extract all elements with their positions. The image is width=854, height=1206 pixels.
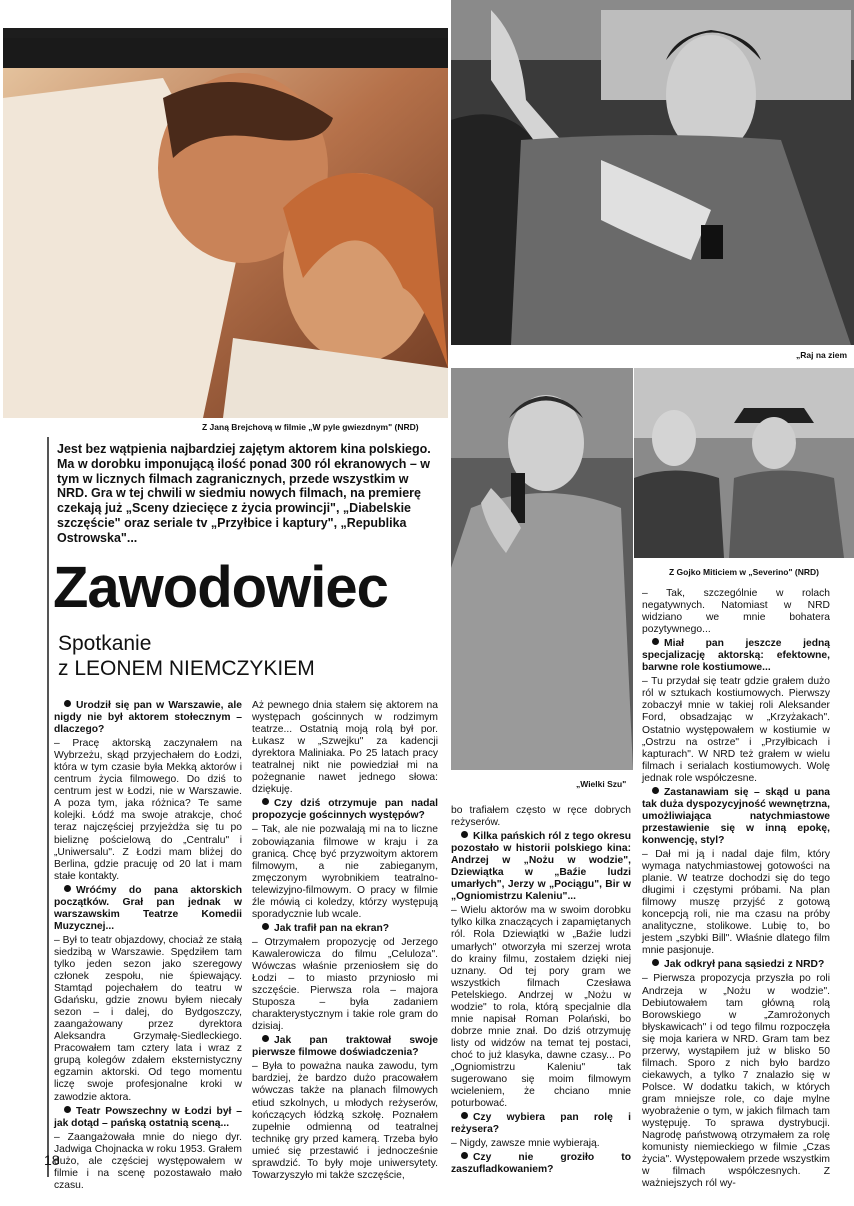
answer: – Tu przydał się teatr gdzie grałem dużo ról w sztukach kostiumowych. Pierwszy zobaczył mnie w takiej roli Aleksander Ford, obsadzając w „Krzyżakach". Ostatnio występowałem w kostiumie w „Ostrzu na ostrze" i „Przyłbicach i kapturach". W NRD też grałem w wielu filmach i serialach kostiumowych. Wolę jednak role współczesne. <box>642 676 830 784</box>
bullet-icon <box>262 923 269 930</box>
question: Zastanawiam się – skąd u pana tak duża dyspozycyjność wewnętrzna, umożliwiająca natychmiastowe przestawienie się w inną epokę, konwencję, styl? <box>642 786 830 846</box>
photo-man-phone <box>451 368 633 770</box>
answer: Aż pewnego dnia stałem się aktorem na występach gościnnych w rodzimym teatrze... Ostatnią moją rolą był por. Łukasz w „Szwejku" za kadencji dyrektora Maliniaka. Po 25 latach pracy teatralnej nikt nie powiedział mi na pożegnanie nawet jednego słowa: dziękuję. <box>252 700 438 796</box>
question: Czy dziś otrzymuje pan nadal propozycje gościnnych występów? <box>252 798 438 822</box>
answer: – Wielu aktorów ma w swoim dorobku tylko kilka znaczących i zapamiętanych ról. Rola Dziewiątki w „Baźie ludzi umarłych" otworzyła mi szerzej wrota do krainy filmu, zostałem dzięki niej uznany. Od tej pory gram we wszystkich filmach Czesława Petelskiego. Andrzej w „Nożu w wodzie" to rola, którą specjalnie dla mnie napisał Roman Polański, bo dobrze mnie znał. Do dziś otrzymuję listy od widzów na temat tej postaci, choć to już klasyka, dawne czasy... Po „Ogniomistrzu Kaleniu" tak sugerowano się moim filmowym wcieleniem, że chciano mnie poturbować. <box>451 905 631 1110</box>
bullet-icon <box>64 885 71 892</box>
answer: – Nigdy, zawsze mnie wybierają. <box>451 1138 600 1150</box>
bullet-icon <box>652 959 659 966</box>
question: Wróćmy do pana aktorskich początków. Grał pan jednak w warszawskim Teatrze Komedii Muzycznej... <box>54 884 242 932</box>
text-column-2 <box>252 700 438 1184</box>
text-column-4 <box>642 588 830 1192</box>
caption-photo2: „Raj na ziem <box>796 350 848 360</box>
question: Jak trafił pan na ekran? <box>252 923 438 935</box>
article-title: Zawodowiec <box>53 555 388 620</box>
answer: – Otrzymałem propozycję od Jerzego Kawalerowicza do filmu „Celuloza". Wówczas właśnie przeniosłem się do Łodzi – to miasto przyniosło mi szczęście. Pierwsza rola – majora Stuposza – była zadaniem charakterystycznym i takie role gram do dzisiaj. <box>252 936 438 1033</box>
question: Jak odkrył pana sąsiedzi z NRD? <box>642 959 830 971</box>
answer: – Pracę aktorską zaczynałem na Wybrzeżu, skąd przyjechałem do Łodzi, która w tym czasie była Mekką aktorów i centrum życia filmowego. Do dziś to centrum jest w Łodzi, nie w Warszawie. A poza tym, jaka różnica? Te same kolejki. Łódź ma swoje atrakcje, choć teraz najczęściej przyjeżdża się tu po bieliznę pościelową do „Centralu" i „Uniwersalu". Z Łodzi mam bliżej do Berlina, gdzie pracuję od 20 lat i mam stałe kontakty. <box>54 738 242 882</box>
question: Kilka pańskich ról z tego okresu pozostało w historii polskiego kina: Andrzej w „Nożu w wodzie", Dziewiątka w „Baźie ludzi umarłych", Jerzy w „Pociągu", Bir w „Ogniomistrzu Kaleniu"... <box>451 831 631 903</box>
bullet-icon <box>461 1112 468 1119</box>
bullet-icon <box>652 787 659 794</box>
subtitle-line1: Spotkanie <box>58 632 152 655</box>
caption-photo4: Z Gojko Miticiem w „Severino" (NRD) <box>669 567 819 577</box>
question: Teatr Powszechny w Łodzi był – jak dotąd – pańską ostatnią sceną... <box>54 1105 242 1129</box>
question: Jak pan traktował swoje pierwsze filmowe doświadczenia? <box>252 1035 438 1059</box>
answer: – Zaangażowała mnie do niego dyr. Jadwiga Chojnacka w roku 1953. Grałem dużo, ale częściej występowałem w filmie i na scenę pozostawało mało czasu. <box>54 1131 242 1191</box>
lead-rule-vertical <box>47 437 49 1177</box>
answer: – Był to teatr objazdowy, chociaż ze stałą siedzibą w Warszawie. Spędziłem tam tylko jeden sezon jako szeregowy członek zespołu, nie śpiewający. Stamtąd pojechałem do teatru w Gdańsku, gdzie znowu byłem niecały sezon – i dalej, do Bydgoszczy, zaangażowany przez dyrektora Aleksandra Grzymałę-Siedleckiego. Pracowałem tam cztery lata i wraz z grupą kolegów zdałem eksternistyczny egzamin aktorski. Od tego momentu liczę swoje profesjonalne kroki w zawodzie aktora. <box>54 934 242 1103</box>
bullet-icon <box>262 798 269 805</box>
subtitle-line2: z LEONEM NIEMCZYKIEM <box>58 657 315 680</box>
bullet-icon <box>64 700 71 707</box>
answer: – Była to poważna nauka zawodu, tym bardziej, że bardzo dużo pracowałem wówczas także na planach filmowych etiud szkolnych, u młodych reżyserów, kończących łódzką szkołę. Poznałem zupełnie odmienną od teatralnej technikę gry przed kamerą. Trzeba było umieć się przestawić i jednocześnie sprawdzić. To były moje uniwersytety. Towarzyszyło mi także szczęście, <box>252 1061 438 1181</box>
caption-photo1: Z Janą Brejchovą w filmie „W pyle gwiezdnym" (NRD) <box>202 422 419 432</box>
answer: – Tak, szczególnie w rolach negatywnych. Natomiast w NRD widziano we mnie bohatera pozytywnego... <box>642 588 830 636</box>
question: Urodził się pan w Warszawie, ale nigdy nie był aktorem stołecznym – dlaczego? <box>54 700 242 736</box>
bullet-icon <box>652 638 659 645</box>
answer: – Tak, ale nie pozwalają mi na to liczne zobowiązania filmowe w kraju i za granicą. Chcę być przyzwoitym aktorem filmowym, a nie zabieganym, zmęczonym wyrobnikiem teatralno-telewizyjno-filmowym. O pracy w filmie źle mówią ci koledzy, którzy występują sporadycznie lub wcale. <box>252 824 438 920</box>
photo-couple <box>3 38 448 418</box>
text-column-3 <box>451 805 631 1178</box>
header-bar <box>3 28 448 38</box>
question: Czy wybiera pan rolę i reżysera? <box>451 1112 631 1136</box>
page-number: 18 <box>44 1152 60 1168</box>
bullet-icon <box>64 1106 71 1113</box>
caption-photo3: „Wielki Szu" <box>576 779 627 789</box>
lead-paragraph: Jest bez wątpienia najbardziej zajętym aktorem kina polskiego. Ma w dorobku imponującą ilość ponad 300 ról ekranowych – w tym w licznych filmach zagranicznych, przede wszystkim w NRD. Gra w tej chwili w siedmiu nowych filmach, na premierę czekają już „Sceny dziecięce z życia prowincji", „Diabelskie szczęście" oraz seriale tv „Przyłbice i kaptury", „Republika Ostrowska"... <box>57 442 431 545</box>
question: Miał pan jeszcze jedną specjalizację aktorską: efektowne, barwne role kostiumowe... <box>642 638 830 674</box>
bullet-icon <box>461 1152 468 1159</box>
answer: – Dał mi ją i nadal daje film, który wymaga natychmiastowej gotowości na planie. W teatrze dochodzi się do tego długimi i częstymi próbami. Na plan filmowy muszę przyjść z gotową koncepcją roli, nie ma czasu na próby analityczne, stolikowe. Lubię to, bo jestem „szybki Bill". Właśnie dlatego film mnie pasjonuje. <box>642 848 830 957</box>
bullet-icon <box>262 1035 269 1042</box>
bullet-icon <box>461 831 468 838</box>
photo-laughing-man <box>451 0 854 345</box>
answer: bo trafiałem często w ręce dobrych reżyserów. <box>451 805 631 829</box>
answer: – Pierwsza propozycja przyszła po roli Andrzeja w „Nożu w wodzie". Debiutowałem tam główną rolą Borowskiego w „Zamrożonych błyskawicach" i od tego filmu rozpoczęła się moja kariera w NRD. Gram tam bez przerwy, wystąpiłem już w blisko 50 filmach. Sporo z nich było bardzo ciekawych, a tylko 7 znalazło się w Polsce. W dodatku takich, w których gram mniejsze role, co daje mylne wyobrażenie o tym, w jakich filmach tam występuję. To sprawa dystrybucji. Nagrodę państwową otrzymałem za rolę komunisty niemieckiego w filmie „Czas życia". Występowałem przede wszystkim w filmach współczesnych. Z ważniejszych ról wy- <box>642 973 830 1190</box>
photo-two-men <box>634 368 854 558</box>
question: Czy nie groziło to zaszufladkowaniem? <box>451 1152 631 1176</box>
text-column-1 <box>54 700 242 1194</box>
